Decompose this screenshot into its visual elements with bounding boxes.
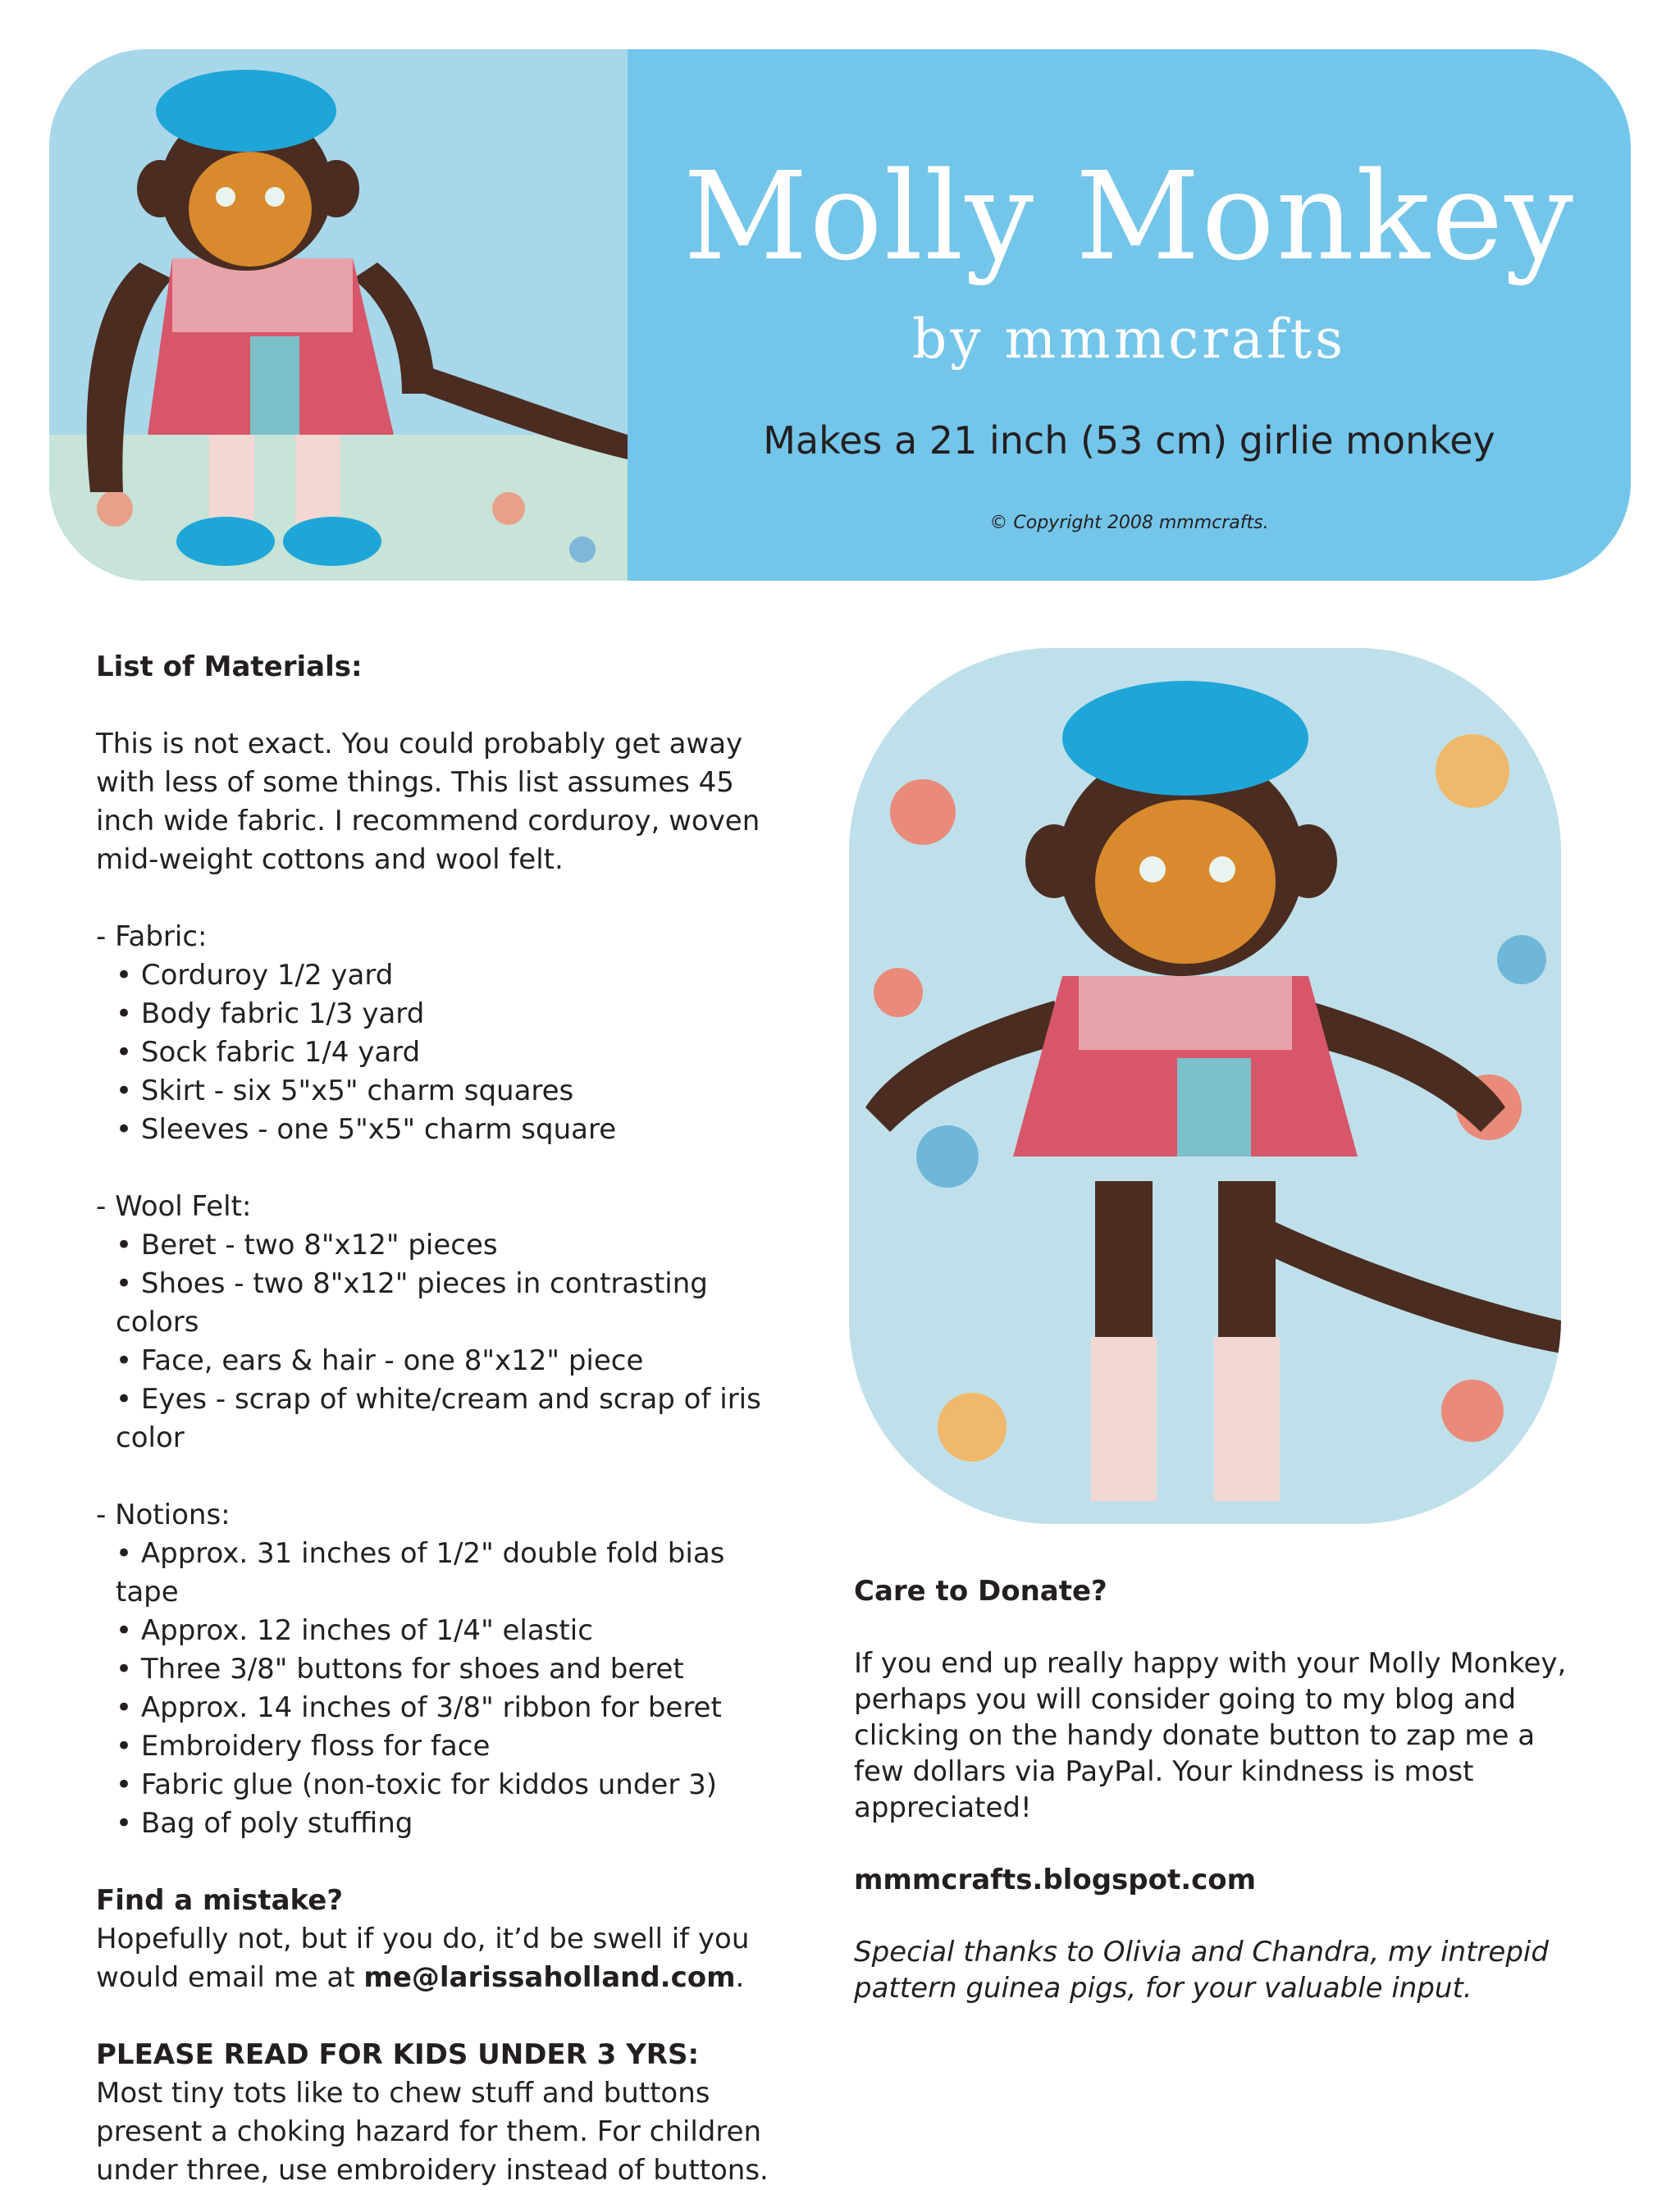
list-item: • Shoes - two 8"x12" pieces in contrasting colors xyxy=(116,1265,785,1342)
pattern-title: Molly Monkey xyxy=(683,146,1575,287)
byline: by mmmcrafts xyxy=(912,308,1346,371)
list-item: • Skirt - six 5"x5" charm squares xyxy=(116,1072,785,1111)
blog-link[interactable]: mmmcrafts.blogspot.com xyxy=(854,1864,1257,1896)
fabric-heading: - Fabric: xyxy=(96,920,208,953)
email-link[interactable]: me@larissaholland.com xyxy=(363,1961,736,1994)
list-item: • Bag of poly stuffing xyxy=(116,1804,785,1843)
list-item: • Fabric glue (non-toxic for kiddos under 3) xyxy=(116,1766,785,1804)
mistake-heading: Find a mistake? xyxy=(96,1884,344,1917)
list-item: • Corduroy 1/2 yard xyxy=(116,956,785,995)
tagline: Makes a 21 inch (53 cm) girlie monkey xyxy=(763,418,1495,463)
left-column xyxy=(96,648,785,2190)
copyright: © Copyright 2008 mmmcrafts. xyxy=(989,513,1269,533)
materials-intro: This is not exact. You could probably get away with less of some things. This list assumes 45 inch wide fabric. I recommend corduroy, woven mid-weight cottons and wool felt. xyxy=(96,728,760,876)
header-banner xyxy=(49,49,1631,581)
mistake-body: Hopefully not, but if you do, it’d be swell if you would email me at xyxy=(96,1923,750,1994)
right-column xyxy=(854,1573,1592,2006)
special-thanks: Special thanks to Olivia and Chandra, my intrepid pattern guinea pigs, for your valuable input. xyxy=(854,1936,1549,2005)
list-item: • Face, ears & hair - one 8"x12" piece xyxy=(116,1342,785,1380)
mistake-text xyxy=(96,1920,785,1997)
kids-warning-heading: PLEASE READ FOR KIDS UNDER 3 YRS: xyxy=(96,2038,700,2071)
notions-list xyxy=(96,1535,785,1843)
kids-warning-text: Most tiny tots like to chew stuff and buttons present a choking hazard for them. For children under three, use embroidery instead of buttons. xyxy=(96,2077,769,2187)
donate-heading: Care to Donate? xyxy=(854,1575,1107,1608)
monkey-photo-lying xyxy=(849,648,1561,1524)
list-item: • Eyes - scrap of white/cream and scrap of iris color xyxy=(116,1380,785,1458)
mistake-end: . xyxy=(735,1961,745,1994)
list-item: • Approx. 14 inches of 3/8" ribbon for beret xyxy=(116,1689,785,1727)
list-item: • Body fabric 1/3 yard xyxy=(116,995,785,1033)
list-item: • Embroidery floss for face xyxy=(116,1727,785,1766)
materials-heading: List of Materials: xyxy=(96,650,363,683)
fabric-list xyxy=(96,956,785,1149)
felt-list xyxy=(96,1226,785,1458)
notions-heading: - Notions: xyxy=(96,1499,231,1531)
list-item: • Sleeves - one 5"x5" charm square xyxy=(116,1111,785,1149)
list-item: • Sock fabric 1/4 yard xyxy=(116,1033,785,1072)
list-item: • Approx. 12 inches of 1/4" elastic xyxy=(116,1612,785,1650)
donate-text: If you end up really happy with your Molly Monkey, perhaps you will consider going to my blog and clicking on the handy donate button to zap me a few dollars via PayPal. Your kindness is most appreciated! xyxy=(854,1647,1567,1824)
felt-heading: - Wool Felt: xyxy=(96,1190,252,1223)
list-item: • Three 3/8" buttons for shoes and beret xyxy=(116,1650,785,1689)
monkey-photo-sitting xyxy=(49,49,628,581)
list-item: • Beret - two 8"x12" pieces xyxy=(116,1226,785,1265)
list-item: • Approx. 31 inches of 1/2" double fold bias tape xyxy=(116,1535,785,1612)
